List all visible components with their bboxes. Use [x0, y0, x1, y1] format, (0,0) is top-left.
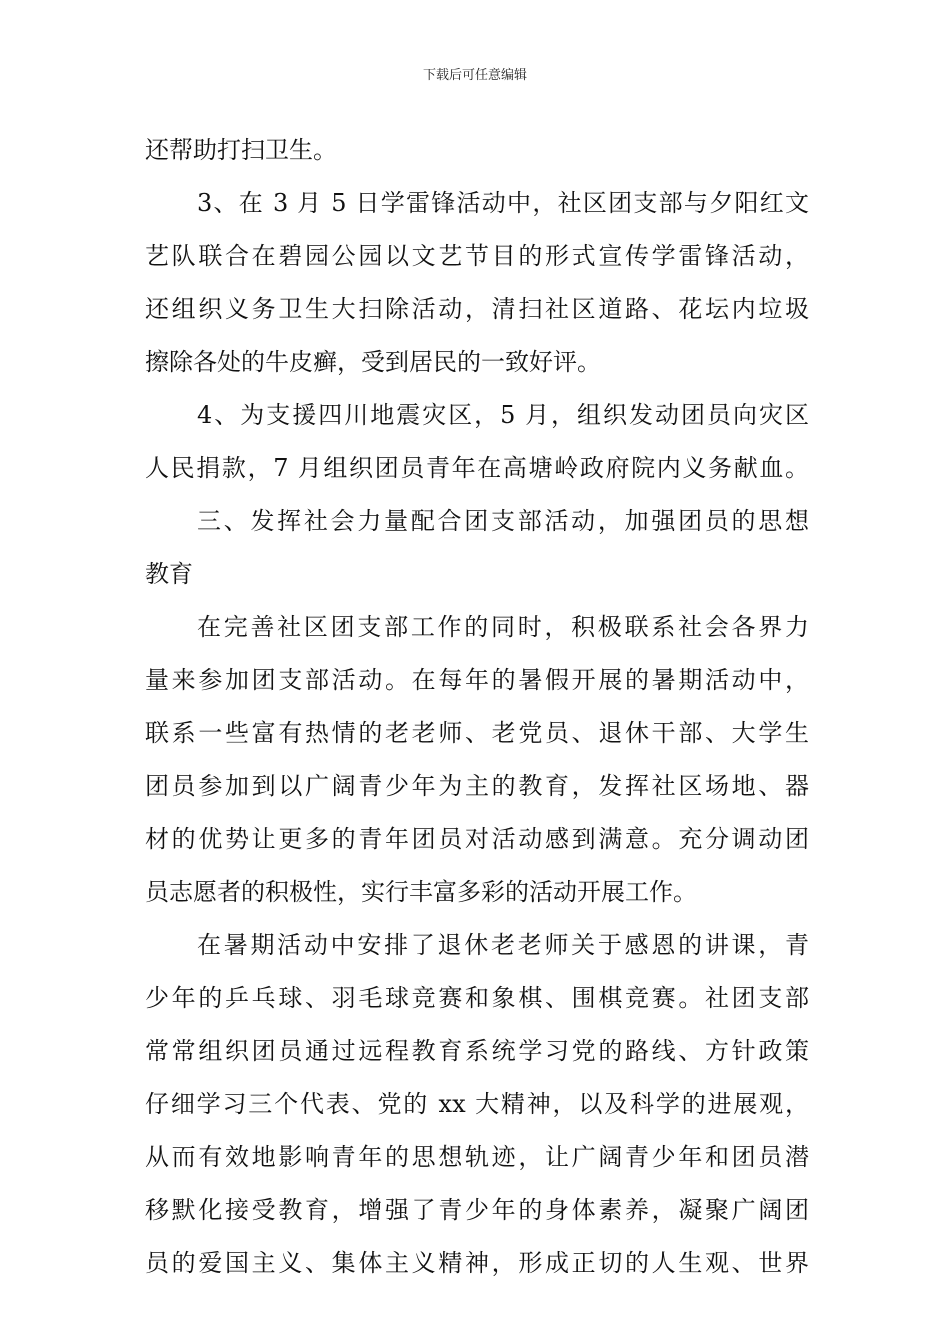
- paragraph-line: 量来参加团支部活动。在每年的暑假开展的暑期活动中，: [145, 666, 809, 694]
- paragraph-line: 艺队联合在碧园公园以文艺节目的形式宣传学雷锋活动，: [145, 242, 809, 270]
- paragraph-line: 员的爱国主义、集体主义精神，形成正切的人生观、世界: [145, 1249, 809, 1277]
- paragraph-line: 团员参加到以广阔青少年为主的教育，发挥社区场地、器: [145, 772, 809, 800]
- paragraph-line: 在暑期活动中安排了退休老老师关于感恩的讲课，青: [197, 931, 809, 959]
- paragraph-line: 仔细学习三个代表、党的 xx 大精神，以及科学的进展观，: [145, 1090, 809, 1118]
- paragraph-line: 在完善社区团支部工作的同时，积极联系社会各界力: [197, 613, 809, 641]
- page-header: 下载后可任意编辑: [422, 68, 527, 83]
- paragraph-line: 还组织义务卫生大扫除活动，清扫社区道路、花坛内垃圾: [145, 295, 809, 323]
- paragraph-line: 员志愿者的积极性，实行丰富多彩的活动开展工作。: [145, 878, 697, 906]
- section-heading-line: 三、发挥社会力量配合团支部活动，加强团员的思想: [197, 507, 809, 535]
- document-body: [145, 124, 809, 1290]
- paragraph-line: 少年的乒乓球、羽毛球竞赛和象棋、围棋竞赛。社团支部: [145, 984, 809, 1012]
- paragraph-line: 移默化接受教育，增强了青少年的身体素养，凝聚广阔团: [145, 1196, 809, 1224]
- paragraph-line: 4、为支援四川地震灾区，5 月，组织发动团员向灾区: [197, 401, 809, 429]
- section-heading-line: 教育: [145, 560, 193, 588]
- paragraph-line: 常常组织团员通过远程教育系统学习党的路线、方针政策: [145, 1037, 809, 1065]
- paragraph-line: 人民捐款，7 月组织团员青年在高塘岭政府院内义务献血。: [145, 454, 809, 482]
- paragraph-line: 材的优势让更多的青年团员对活动感到满意。充分调动团: [145, 825, 809, 853]
- paragraph-line: 从而有效地影响青年的思想轨迹，让广阔青少年和团员潜: [145, 1143, 809, 1171]
- paragraph-line: 还帮助打扫卫生。: [145, 136, 337, 164]
- paragraph-line: 擦除各处的牛皮癣，受到居民的一致好评。: [145, 348, 601, 376]
- paragraph-line: 联系一些富有热情的老老师、老党员、退休干部、大学生: [145, 719, 809, 747]
- paragraph-line: 3、在 3 月 5 日学雷锋活动中，社区团支部与夕阳红文: [197, 189, 809, 217]
